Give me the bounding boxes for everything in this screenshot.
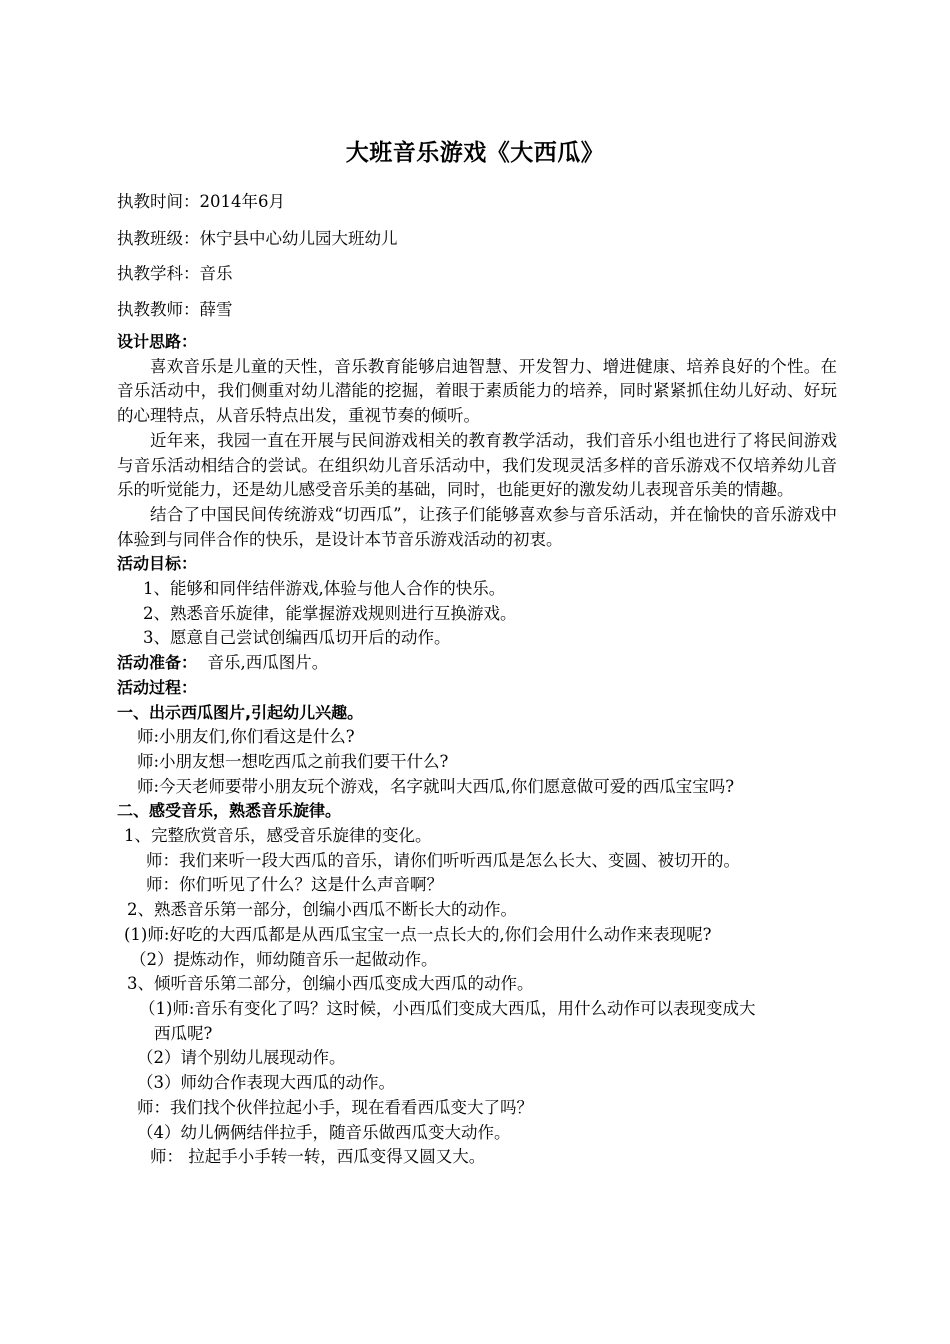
- prep-line: [117, 651, 837, 676]
- step-2-3-line-f: 师： 拉起手小手转一转，西瓜变得又圆又大。: [150, 1147, 486, 1167]
- step-2-2-line-a: (1)师:好吃的大西瓜都是从西瓜宝宝一点一点长大的,你们会用什么动作来表现呢?: [124, 924, 712, 944]
- meta-teacher: 执教教师：薛雪: [117, 300, 233, 319]
- step-2-2-line-b: （2）提炼动作，师幼随音乐一起做动作。: [130, 949, 438, 969]
- step-2-3-line-b: （2）请个别幼儿展现动作。: [137, 1048, 346, 1068]
- goal-item-1: 1、能够和同伴结伴游戏,体验与他人合作的快乐。: [143, 579, 506, 599]
- design-heading: 设计思路：: [117, 332, 198, 351]
- step-2-3-line-d: 师：我们找个伙伴拉起小手，现在看看西瓜变大了吗？: [137, 1097, 533, 1117]
- step-1-heading: 一、出示西瓜图片,引起幼儿兴趣。: [117, 702, 364, 722]
- design-paragraph-1: 喜欢音乐是儿童的天性，音乐教育能够启迪智慧、开发智力、增进健康、培养良好的个性。在音乐活动中，我们侧重对幼儿潜能的挖掘，着眼于素质能力的培养，同时紧紧抓住幼儿好动、好玩的心理特点，从音乐特点出发，重视节奏的倾听。: [117, 356, 837, 426]
- step-2-3-line-e: （4）幼儿俩俩结伴拉手，随音乐做西瓜变大动作。: [137, 1122, 511, 1142]
- step-2-1-line-b: 师：你们听见了什么？这是什么声音啊？: [146, 875, 443, 895]
- goal-item-2: 2、熟悉音乐旋律，能掌握游戏规则进行互换游戏。: [143, 603, 517, 623]
- meta-class: 执教班级：休宁县中心幼儿园大班幼儿: [117, 229, 398, 248]
- prep-heading: 活动准备：: [117, 653, 198, 673]
- step-2-3-line-a1: （1)师:音乐有变化了吗？这时候，小西瓜们变成大西瓜，用什么动作可以表现变成大: [139, 998, 756, 1018]
- step-2-1: 1、完整欣赏音乐，感受音乐旋律的变化。: [124, 826, 432, 846]
- meta-time: 执教时间：2014年6月: [117, 192, 285, 211]
- goal-item-3: 3、愿意自己尝试创编西瓜切开后的动作。: [143, 628, 451, 648]
- step-2-2: 2、熟悉音乐第一部分，创编小西瓜不断长大的动作。: [127, 900, 517, 920]
- design-paragraph-3: 结合了中国民间传统游戏“切西瓜”，让孩子们能够喜欢参与音乐活动，并在愉快的音乐游戏中体验到与同伴合作的快乐，是设计本节音乐游戏活动的初衷。: [117, 504, 837, 549]
- goals-heading: 活动目标：: [117, 554, 198, 574]
- document-title: 大班音乐游戏《大西瓜》: [345, 140, 605, 166]
- process-heading: 活动过程：: [117, 677, 198, 697]
- step-1-line-c: 师:今天老师要带小朋友玩个游戏，名字就叫大西瓜,你们愿意做可爱的西瓜宝宝吗?: [137, 776, 735, 796]
- meta-subject: 执教学科：音乐: [117, 264, 233, 283]
- step-2-3-line-c: （3）师幼合作表现大西瓜的动作。: [137, 1073, 395, 1093]
- step-2-heading: 二、感受音乐，熟悉音乐旋律。: [117, 801, 342, 821]
- design-paragraph-2: 近年来，我园一直在开展与民间游戏相关的教育教学活动，我们音乐小组也进行了将民间游戏与音乐活动相结合的尝试。在组织幼儿音乐活动中，我们发现灵活多样的音乐游戏不仅培养幼儿音乐的听觉能力，还是幼儿感受音乐美的基础，同时，也能更好的激发幼儿表现音乐美的情趣。: [117, 430, 837, 500]
- step-2-3-line-a2: 西瓜呢?: [154, 1023, 213, 1043]
- step-2-3: 3、倾听音乐第二部分，创编小西瓜变成大西瓜的动作。: [127, 974, 534, 994]
- step-1-line-b: 师:小朋友想一想吃西瓜之前我们要干什么?: [137, 751, 449, 771]
- prep-text: 音乐,西瓜图片。: [207, 653, 329, 673]
- step-1-line-a: 师:小朋友们,你们看这是什么?: [137, 727, 355, 747]
- step-2-1-line-a: 师：我们来听一段大西瓜的音乐，请你们听听西瓜是怎么长大、变圆、被切开的。: [146, 850, 740, 870]
- document-body: [117, 330, 837, 1170]
